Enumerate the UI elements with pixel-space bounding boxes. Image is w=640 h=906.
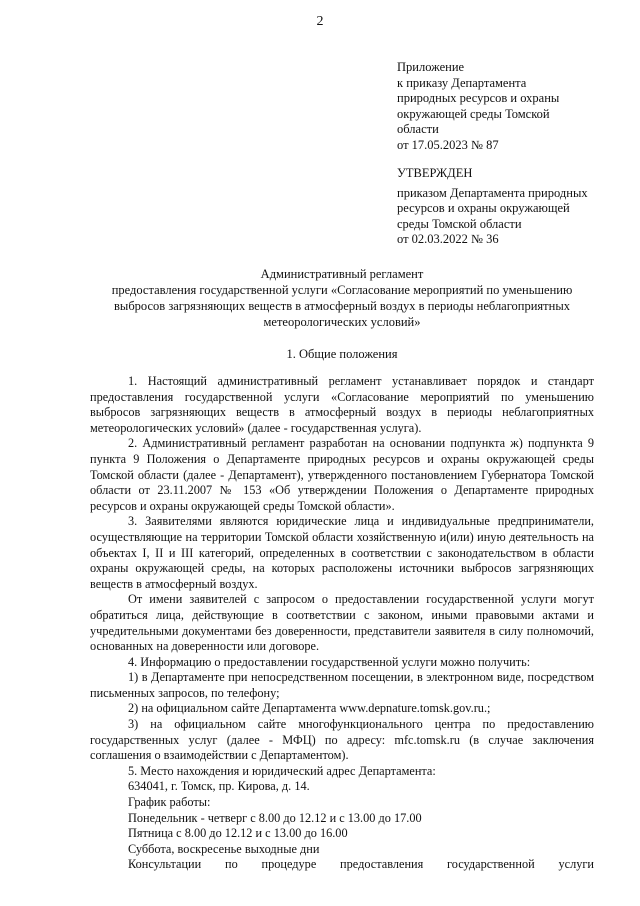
schedule-weekend: Суббота, воскресенье выходные дни: [128, 841, 320, 856]
title-line: метеорологических условий»: [263, 315, 421, 329]
appendix-line: к приказу Департамента: [397, 75, 527, 90]
schedule-weekdays: Понедельник - четверг с 8.00 до 12.12 и с 13.00 до 17.00: [128, 810, 422, 825]
title-line: выбросов загрязняющих веществ в атмосферный воздух в периоды неблагоприятных: [114, 299, 570, 313]
title-line: Административный регламент: [260, 267, 424, 281]
appendix-line: окружающей среды Томской: [397, 106, 550, 121]
paragraph-5: 5. Место нахождения и юридический адрес Департамента:: [128, 763, 436, 778]
approved-line: среды Томской области: [397, 216, 522, 231]
appendix-line: области: [397, 122, 439, 136]
approved-line: приказом Департамента природных: [397, 185, 588, 200]
page-number: 2: [316, 14, 324, 29]
paragraph-3: 3. Заявителями являются юридические лица и индивидуальные предприниматели, осуществляющие на территории Томской области хозяйственную и(или) иную деятельность на объектах I, II и III категорий, определенных в соответствии с законодательством в области охраны окружающей среды, на которых расположены источники выбросов загрязняющих веществ в атмосферный воздух.: [90, 514, 594, 591]
appendix-line: от 17.05.2023 № 87: [397, 137, 499, 152]
appendix-block: [397, 60, 612, 153]
section-heading: 1. Общие положения: [286, 347, 398, 361]
approved-line: от 02.03.2022 № 36: [397, 232, 499, 246]
paragraph-2: 2. Административный регламент разработан на основании подпункта ж) подпункта 9 пункта 9 Положения о Департаменте природных ресурсов и охраны окружающей среды Томской области (далее - Департамент), утвержденного постановлением Губернатора Томской области от 23.11.2007 № 153 «Об утверждении Положения о Департаменте природных ресурсов и охраны окружающей среды Томской области».: [90, 436, 594, 513]
list-item-1: 1) в Департаменте при непосредственном посещении, в электронном виде, посредством письменных запросов, по телефону;: [90, 670, 594, 700]
consultation-line: Консультации по процедуре предоставления государственной услуги: [128, 857, 594, 872]
body-text: [90, 374, 594, 873]
schedule-friday: Пятница с 8.00 до 12.12 и с 13.00 до 16.00: [128, 826, 348, 841]
appendix-line: природных ресурсов и охраны: [397, 91, 560, 105]
approved-block: [397, 166, 612, 248]
title-line: предоставления государственной услуги «Согласование мероприятий по уменьшению: [111, 283, 573, 297]
approved-label: УТВЕРЖДЕН: [397, 166, 473, 180]
approved-line: ресурсов и охраны окружающей: [397, 201, 570, 215]
paragraph-representatives: От имени заявителей с запросом о предоставлении государственной услуги могут обратиться лица, действующие в соответствии с законом, иными правовыми актами и учредительными документами без доверенности, представители заявителя в силу полномочий, основанных на доверенности или договоре.: [90, 592, 594, 654]
list-item-3: 3) на официальном сайте многофункционального центра по предоставлению государственных услуг (далее - МФЦ) по адресу: mfc.tomsk.ru (в случае заключения соглашения о взаимодействии с Департаментом).: [90, 717, 594, 763]
appendix-line: Приложение: [397, 60, 465, 74]
document-title: [100, 266, 584, 330]
paragraph-4: 4. Информацию о предоставлении государственной услуги можно получить:: [128, 654, 531, 669]
address-line: 634041, г. Томск, пр. Кирова, д. 14.: [128, 779, 310, 794]
schedule-label: График работы:: [128, 795, 211, 810]
list-item-2: 2) на официальном сайте Департамента www.depnature.tomsk.gov.ru.;: [128, 701, 491, 716]
paragraph-1: 1. Настоящий административный регламент устанавливает порядок и стандарт предоставления государственной услуги «Согласование мероприятий по уменьшению выбросов загрязняющих веществ в атмосферный воздух в периоды неблагоприятных метеорологических условий» (далее - государственная услуга).: [90, 374, 594, 435]
